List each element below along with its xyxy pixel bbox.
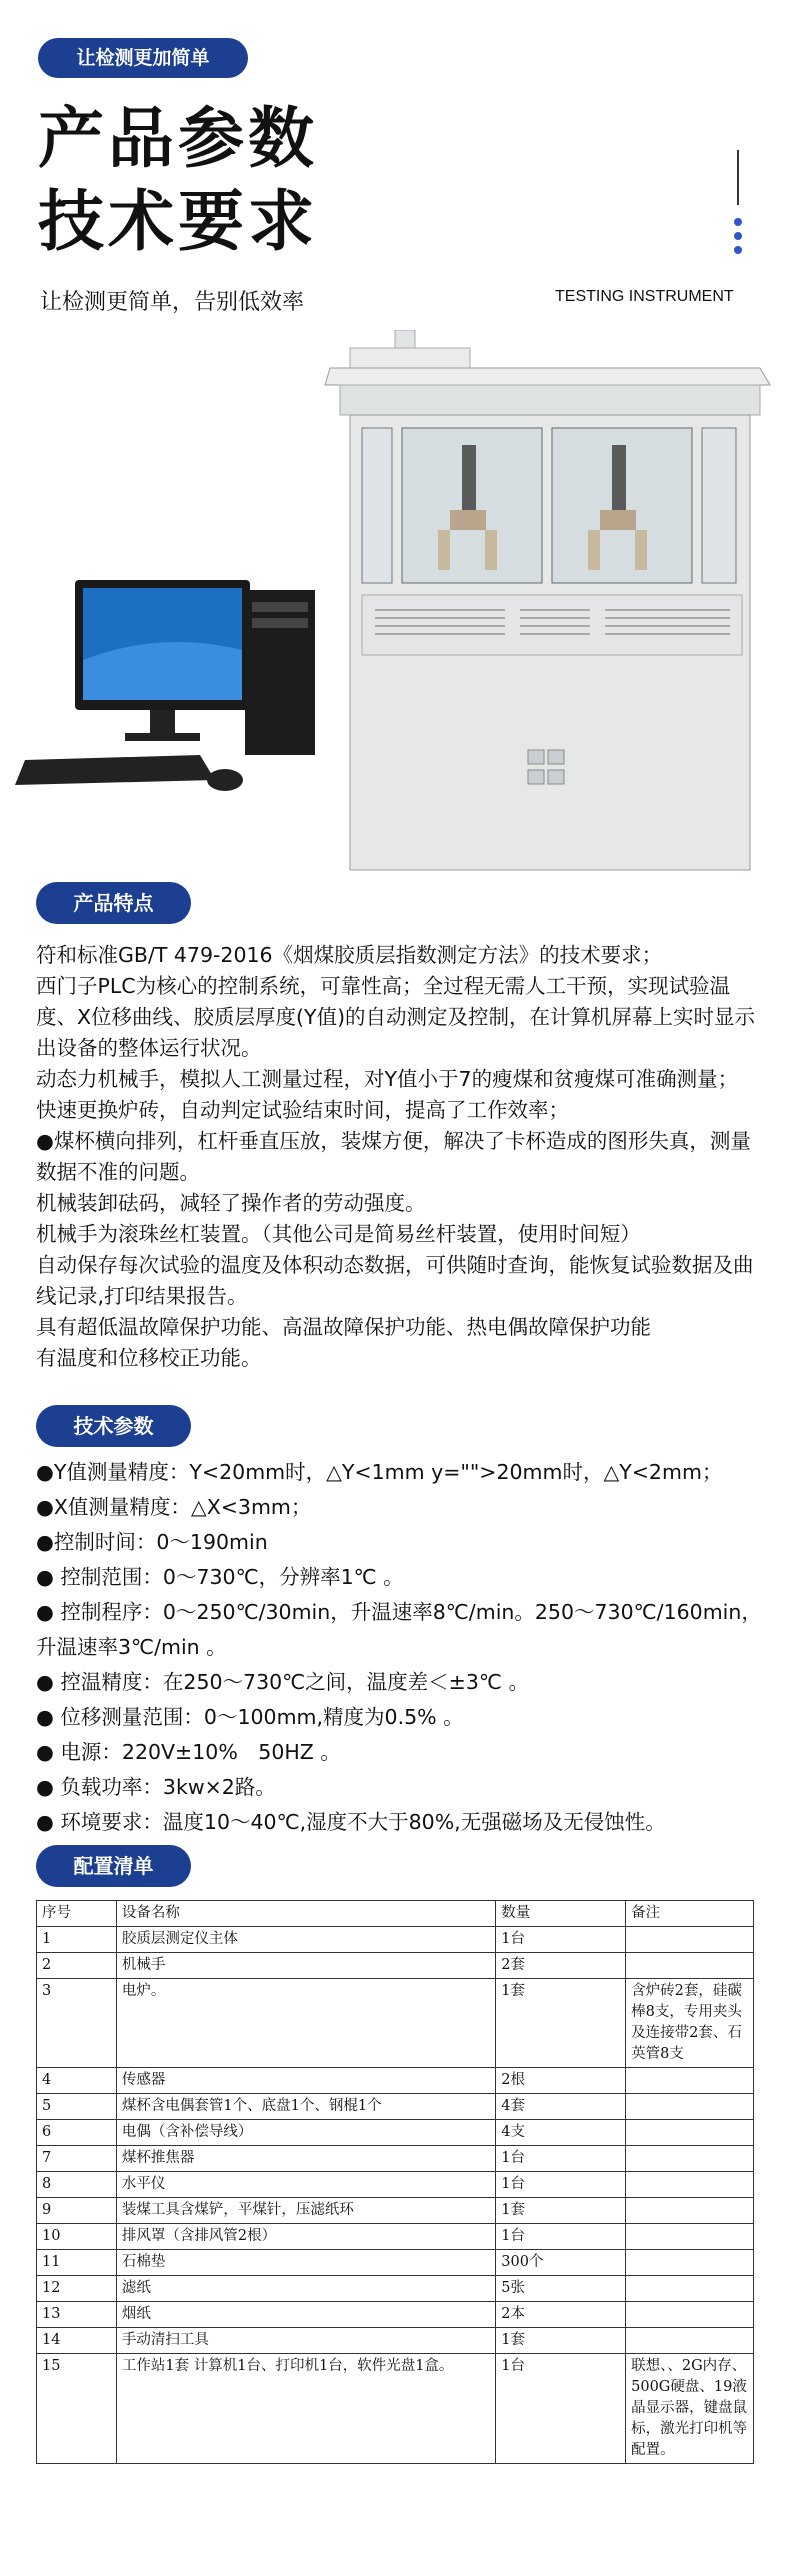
table-cell: 2根 <box>496 2068 626 2094</box>
table-cell <box>626 2094 754 2120</box>
table-header-row <box>37 1901 754 1927</box>
table-cell: 1台 <box>496 2146 626 2172</box>
param-line: ● 负载功率：3kw×2路。 <box>36 1775 276 1799</box>
subtitle-en: TESTING INSTRUMENT <box>555 288 734 305</box>
params-text <box>36 1455 766 1840</box>
table-cell <box>626 2120 754 2146</box>
product-image <box>0 330 790 875</box>
table-row <box>37 2172 754 2198</box>
param-line: ● 控制程序：0～250℃/30min，升温速率8℃/min。250～730℃/160min，升温速率3℃/min 。 <box>36 1600 762 1659</box>
param-line: ● 控制范围：0～730℃，分辨率1℃ 。 <box>36 1565 404 1589</box>
table-cell: 8 <box>37 2172 117 2198</box>
page-title-line2: 技术要求 <box>38 183 318 260</box>
table-cell: 烟纸 <box>116 2302 495 2328</box>
config-heading: 配置清单 <box>36 1845 191 1887</box>
decor-line <box>737 150 739 205</box>
table-cell: 13 <box>37 2302 117 2328</box>
table-cell: 1台 <box>496 2224 626 2250</box>
table-cell: 1套 <box>496 2198 626 2224</box>
table-row <box>37 2354 754 2464</box>
param-line: ●X值测量精度：△X<3mm； <box>36 1495 312 1519</box>
param-line: ● 位移测量范围：0～100mm,精度为0.5% 。 <box>36 1705 464 1729</box>
table-row <box>37 1927 754 1953</box>
table-cell: 水平仪 <box>116 2172 495 2198</box>
table-cell <box>626 1953 754 1979</box>
page-title-line1: 产品参数 <box>38 100 318 177</box>
table-cell: 工作站1套 计算机1台、打印机1台，软件光盘1盒。 <box>116 2354 495 2464</box>
decor-dot <box>734 232 742 240</box>
table-cell <box>626 2302 754 2328</box>
table-cell: 15 <box>37 2354 117 2464</box>
table-cell <box>626 2224 754 2250</box>
table-cell: 1台 <box>496 2172 626 2198</box>
table-cell: 300个 <box>496 2250 626 2276</box>
table-cell: 9 <box>37 2198 117 2224</box>
table-cell: 机械手 <box>116 1953 495 1979</box>
table-cell: 电偶（含补偿导线） <box>116 2120 495 2146</box>
table-cell: 煤杯含电偶套管1个、底盘1个、钢棍1个 <box>116 2094 495 2120</box>
param-line: ● 控温精度：在250～730℃之间，温度差＜±3℃ 。 <box>36 1670 529 1694</box>
table-cell: 12 <box>37 2276 117 2302</box>
table-cell: 煤杯推焦器 <box>116 2146 495 2172</box>
decor-dot <box>734 218 742 226</box>
table-row <box>37 2146 754 2172</box>
table-cell: 1套 <box>496 2328 626 2354</box>
table-cell: 手动清扫工具 <box>116 2328 495 2354</box>
table-cell: 3 <box>37 1979 117 2068</box>
config-table <box>36 1900 754 2464</box>
table-cell: 含炉砖2套，硅碳棒8支，专用夹头及连接带2套、石英管8支 <box>626 1979 754 2068</box>
table-cell: 5 <box>37 2094 117 2120</box>
table-cell <box>626 2146 754 2172</box>
table-cell <box>626 2068 754 2094</box>
table-cell: 11 <box>37 2250 117 2276</box>
table-cell: 石棉垫 <box>116 2250 495 2276</box>
table-row <box>37 2302 754 2328</box>
table-cell: 5张 <box>496 2276 626 2302</box>
feature-line: 自动保存每次试验的温度及体积动态数据，可供随时查询，能恢复试验数据及曲线记录,打印结果报告。 <box>36 1253 754 1308</box>
table-row <box>37 2198 754 2224</box>
table-cell: 联想、、2G内存、500G硬盘、19液晶显示器，键盘鼠标，激光打印机等配置。 <box>626 2354 754 2464</box>
param-line: ●Y值测量精度：Y<20mm时，△Y<1mm y="">20mm时，△Y<2mm； <box>36 1460 723 1484</box>
table-cell: 排风罩（含排风管2根） <box>116 2224 495 2250</box>
param-line: ● 环境要求：温度10～40℃,湿度不大于80%,无强磁场及无侵蚀性。 <box>36 1810 666 1834</box>
param-line: ●控制时间：0～190min <box>36 1530 268 1554</box>
table-cell <box>626 2328 754 2354</box>
table-cell <box>626 2198 754 2224</box>
table-cell <box>626 1927 754 1953</box>
table-row <box>37 1979 754 2068</box>
table-cell: 14 <box>37 2328 117 2354</box>
table-row <box>37 2250 754 2276</box>
params-heading: 技术参数 <box>36 1405 191 1447</box>
table-cell: 2套 <box>496 1953 626 1979</box>
header-cell: 序号 <box>37 1901 117 1927</box>
feature-line: 有温度和位移校正功能。 <box>36 1346 262 1370</box>
feature-line: 快速更换炉砖，自动判定试验结束时间，提高了工作效率； <box>36 1098 569 1122</box>
table-cell: 1套 <box>496 1979 626 2068</box>
table-cell: 6 <box>37 2120 117 2146</box>
features-heading: 产品特点 <box>36 882 191 924</box>
feature-line: 动态力机械手，模拟人工测量过程，对Y值小于7的瘦煤和贫瘦煤可准确测量； <box>36 1067 739 1091</box>
table-row <box>37 2068 754 2094</box>
table-cell: 滤纸 <box>116 2276 495 2302</box>
header-cell: 数量 <box>496 1901 626 1927</box>
table-row <box>37 2120 754 2146</box>
table-row <box>37 2224 754 2250</box>
table-cell <box>626 2276 754 2302</box>
table-cell: 2本 <box>496 2302 626 2328</box>
header-tag: 让检测更加简单 <box>38 38 248 78</box>
table-cell <box>626 2250 754 2276</box>
table-row <box>37 2094 754 2120</box>
feature-line: 机械装卸砝码，减轻了操作者的劳动强度。 <box>36 1191 426 1215</box>
header-cell: 设备名称 <box>116 1901 495 1927</box>
param-line: ● 电源：220V±10% 50HZ 。 <box>36 1740 341 1764</box>
feature-line: 具有超低温故障保护功能、高温故障保护功能、热电偶故障保护功能 <box>36 1315 651 1339</box>
table-cell <box>626 2172 754 2198</box>
table-cell: 1台 <box>496 1927 626 1953</box>
table-cell: 装煤工具含煤铲，平煤针，压滤纸环 <box>116 2198 495 2224</box>
features-text <box>36 940 766 1374</box>
table-cell: 胶质层测定仪主体 <box>116 1927 495 1953</box>
table-row <box>37 2328 754 2354</box>
subtitle: 让检测更简单，告别低效率 <box>40 290 305 315</box>
header-cell: 备注 <box>626 1901 754 1927</box>
feature-line: 西门子PLC为核心的控制系统，可靠性高；全过程无需人工干预，实现试验温度、X位移曲线、胶质层厚度(Y值)的自动测定及控制，在计算机屏幕上实时显示出设备的整体运行状况。 <box>36 974 756 1060</box>
table-cell: 4套 <box>496 2094 626 2120</box>
feature-line: 符和标准GB/T 479-2016《烟煤胶质层指数测定方法》的技术要求； <box>36 943 663 967</box>
table-row <box>37 2276 754 2302</box>
table-cell: 1台 <box>496 2354 626 2464</box>
feature-line: 机械手为滚珠丝杠装置。（其他公司是简易丝杆装置，使用时间短） <box>36 1222 641 1246</box>
table-cell: 4支 <box>496 2120 626 2146</box>
table-row <box>37 1953 754 1979</box>
table-cell: 传感器 <box>116 2068 495 2094</box>
decor-dot <box>734 246 742 254</box>
table-cell: 7 <box>37 2146 117 2172</box>
table-cell: 电炉。 <box>116 1979 495 2068</box>
table-cell: 4 <box>37 2068 117 2094</box>
feature-line: ●煤杯横向排列，杠杆垂直压放，装煤方便，解决了卡杯造成的图形失真，测量数据不准的问题。 <box>36 1129 751 1184</box>
table-cell: 10 <box>37 2224 117 2250</box>
table-cell: 1 <box>37 1927 117 1953</box>
table-cell: 2 <box>37 1953 117 1979</box>
table-body <box>37 1927 754 2464</box>
